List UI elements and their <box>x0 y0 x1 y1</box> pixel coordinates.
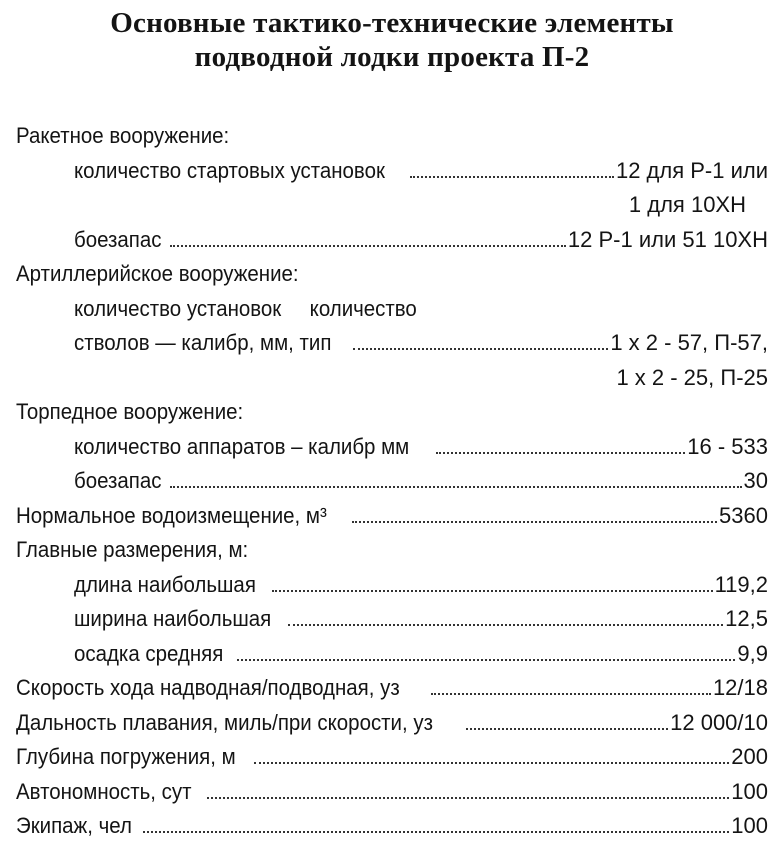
spec-label-draft: осадка средняя <box>74 640 224 666</box>
document-title <box>16 6 768 74</box>
spec-row-crew <box>16 809 768 844</box>
artillery-armament-heading-text: Артиллерийское вооружение: <box>16 261 299 286</box>
spec-label-speed: Скорость хода надводная/подводная, уз <box>16 675 400 700</box>
spec-label-endurance: Автономность, сут <box>16 778 192 804</box>
spec-value-displacement: 5360 <box>719 502 768 528</box>
spec-label-crew: Экипаж, чел <box>16 813 132 838</box>
dot-leader <box>288 624 723 626</box>
dot-leader <box>353 348 609 350</box>
spec-row-range <box>16 706 768 741</box>
dot-leader <box>170 486 741 488</box>
spec-row-torpedo-ammo <box>16 464 768 499</box>
spec-value-launchers-continued <box>16 188 768 223</box>
spec-value-draft: 9,9 <box>737 640 768 666</box>
artillery-armament-heading <box>16 257 768 292</box>
spec-row-beam <box>16 602 768 637</box>
spec-label-beam: ширина наибольшая <box>74 606 272 631</box>
spec-value-beam: 12,5 <box>725 606 768 631</box>
spec-value-length: 119,2 <box>714 571 768 597</box>
spec-label-launchers: количество стартовых установок <box>74 157 385 183</box>
torpedo-armament-heading <box>16 395 768 430</box>
spec-label-range: Дальность плавания, миль/при скорости, уз <box>16 709 433 735</box>
spec-label-length: длина наибольшая <box>74 571 256 597</box>
spec-label-torpedo-ammo: боезапас <box>74 468 162 493</box>
spec-row-artillery-mounts <box>16 292 768 327</box>
spec-value-torpedo-tubes: 16 - 533 <box>687 433 768 459</box>
spec-value-artillery-cont-text: 1 х 2 - 25, П-25 <box>616 364 768 390</box>
spec-label-depth: Глубина погружения, м <box>16 744 236 769</box>
dot-leader <box>254 762 729 764</box>
spec-label-artillery-barrels: стволов — калибр, мм, тип <box>74 330 332 355</box>
dimensions-heading-text: Главные размерения, м: <box>16 537 249 562</box>
missile-armament-heading <box>16 119 768 154</box>
spec-value-launchers-cont-text: 1 для 10ХН <box>628 192 746 217</box>
spec-row-torpedo-tubes <box>16 430 768 465</box>
spec-value-speed: 12/18 <box>712 675 768 700</box>
dot-leader <box>143 831 730 833</box>
spec-value-artillery-barrels: 1 х 2 - 57, П-57, <box>610 330 768 355</box>
spec-row-length <box>16 568 768 603</box>
dot-leader <box>207 797 730 799</box>
dot-leader <box>237 659 736 661</box>
spec-label-displacement: Нормальное водоизмещение, м³ <box>16 502 327 528</box>
dot-leader <box>431 693 711 695</box>
dot-leader <box>466 728 668 730</box>
spec-label-missile-ammo: боезапас <box>74 226 162 252</box>
spec-value-crew: 100 <box>731 813 768 838</box>
spec-value-artillery-continued <box>16 361 768 396</box>
spec-value-launchers: 12 для Р-1 или <box>615 157 768 183</box>
missile-armament-heading-text: Ракетное вооружение: <box>16 123 230 148</box>
spec-label-torpedo-tubes: количество аппаратов – калибр мм <box>74 433 410 459</box>
spec-row-depth <box>16 740 768 775</box>
spec-row-endurance <box>16 775 768 810</box>
spec-value-missile-ammo: 12 Р-1 или 51 10ХН <box>567 226 768 252</box>
dot-leader <box>352 521 717 523</box>
dot-leader <box>170 245 566 247</box>
spec-row-displacement <box>16 499 768 534</box>
title-line-1: Основные тактико-технические элементы <box>110 7 674 39</box>
torpedo-armament-heading-text: Торпедное вооружение: <box>16 399 244 424</box>
spec-row-launchers <box>16 154 768 189</box>
spec-value-torpedo-ammo: 30 <box>743 468 768 493</box>
document-page <box>0 6 782 838</box>
spec-label-artillery-mounts: количество установок количество <box>74 295 417 321</box>
spec-value-endurance: 100 <box>731 778 768 804</box>
spec-row-artillery-barrels <box>16 326 768 361</box>
dot-leader <box>410 176 614 178</box>
spec-row-speed <box>16 671 768 706</box>
spec-row-draft <box>16 637 768 672</box>
title-line-2: подводной лодки проекта П-2 <box>194 41 590 73</box>
dot-leader <box>272 590 713 592</box>
spec-row-missile-ammo <box>16 223 768 258</box>
spec-value-range: 12 000/10 <box>670 709 768 735</box>
dot-leader <box>436 452 685 454</box>
dimensions-heading <box>16 533 768 568</box>
spec-value-depth: 200 <box>731 744 768 769</box>
specifications-list <box>16 119 768 844</box>
